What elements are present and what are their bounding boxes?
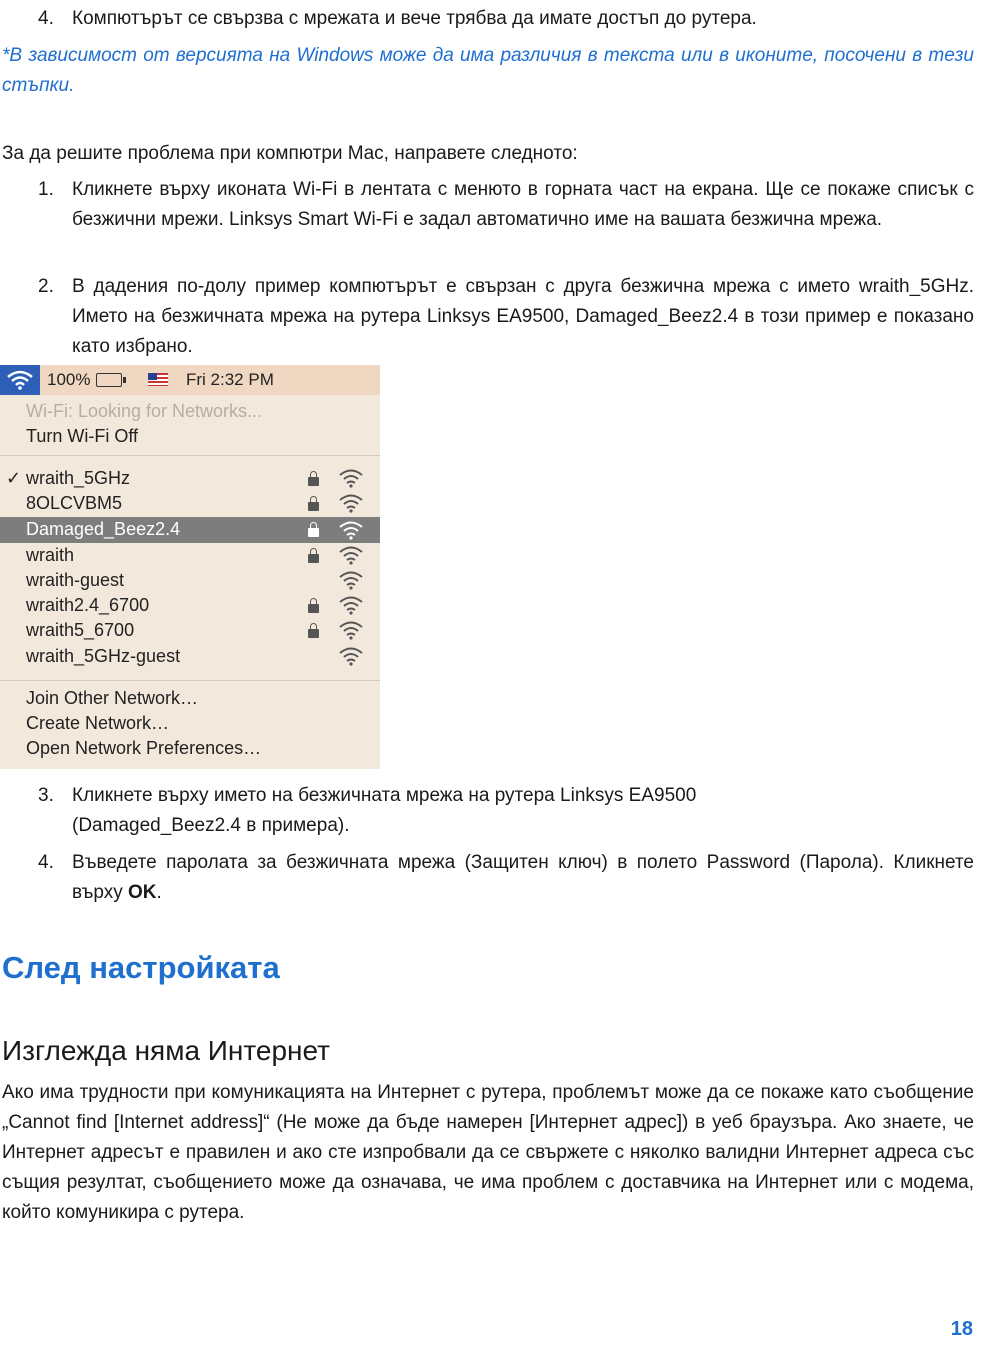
menu-bar <box>0 365 380 395</box>
menubar-clock[interactable]: Fri 2:32 PM <box>186 370 274 389</box>
page-number: 18 <box>950 1318 973 1340</box>
open-network-preferences-item[interactable]: Open Network Preferences… <box>26 738 262 758</box>
list-number: 1. <box>38 179 54 200</box>
join-other-network-item[interactable]: Join Other Network… <box>26 688 199 708</box>
wifi-signal-icon <box>338 620 364 640</box>
menu-separator <box>0 680 380 681</box>
create-network-item[interactable]: Create Network… <box>26 713 170 733</box>
menubar-wifi-button[interactable] <box>0 365 40 395</box>
lock-icon <box>308 528 319 537</box>
network-item[interactable]: wraith_5GHz-guest <box>26 646 181 666</box>
wifi-signal-icon <box>338 520 364 540</box>
list-item-text <box>72 848 974 908</box>
wifi-menu-screenshot <box>0 365 380 769</box>
wifi-status: Wi-Fi: Looking for Networks... <box>26 401 263 421</box>
lock-icon <box>308 477 319 486</box>
battery-icon[interactable] <box>96 373 122 387</box>
lock-icon <box>308 629 319 638</box>
windows-note: *В зависимост от версията на Windows може да има различия в текста или в иконите, посочени в тези стъпки. <box>2 45 974 96</box>
menu-separator <box>0 455 380 456</box>
list-item-text-part: . <box>156 882 162 903</box>
list-item-line: (Damaged_Beez2.4 в примера). <box>72 815 350 836</box>
list-number: 4. <box>38 8 54 29</box>
body-paragraph: Ако има трудности при комуникацията на Интернет с рутера, проблемът може да се покаже като съобщение „Cannot find [Internet address]“ (Не може да бъде намерен [Интернет адрес]) в уеб браузъра. Ако знаете, че Интернет адресът е правилен и ако сте изпробвали да се свържете с няколко валидни Интернет адреса със същия резултат, съобщението може да означава, че има проблем с доставчика на Интернет или с модема, който комуникира с рутера. <box>2 1082 974 1223</box>
network-item[interactable]: wraith-guest <box>26 570 125 590</box>
wifi-signal-icon <box>338 570 364 590</box>
list-number: 4. <box>38 852 54 873</box>
lock-icon <box>308 604 319 613</box>
network-item-label: Damaged_Beez2.4 <box>26 519 181 539</box>
network-item[interactable]: wraith2.4_6700 <box>26 595 150 615</box>
network-item[interactable]: wraith <box>26 545 75 565</box>
list-item-text <box>72 781 974 841</box>
wifi-signal-icon <box>338 646 364 666</box>
list-number: 3. <box>38 785 54 806</box>
wifi-signal-icon <box>338 468 364 488</box>
wifi-signal-icon <box>338 493 364 513</box>
turn-wifi-off-item[interactable]: Turn Wi-Fi Off <box>26 426 138 446</box>
list-item-text: Кликнете върху иконата Wi-Fi в лентата с менюто в горната част на екрана. Ще се покаже списък с безжични мрежи. Linksys Smart Wi-Fi е задал автоматично име на вашата безжична мрежа. <box>72 179 974 230</box>
battery-percent: 100% <box>47 370 91 389</box>
lock-icon <box>308 554 319 563</box>
wifi-signal-icon <box>338 545 364 565</box>
list-item-text-part: Въведете паролата за безжичната мрежа (Защитен ключ) в полето Password (Парола). Кликнете върху <box>72 852 974 903</box>
subsection-heading: Изглежда няма Интернет <box>2 1035 330 1066</box>
network-item-selected[interactable] <box>0 517 380 543</box>
ok-emphasis: OK <box>127 882 157 903</box>
wifi-icon <box>6 370 34 390</box>
network-item[interactable]: wraith_5GHz <box>26 468 131 488</box>
list-item-line: Кликнете върху името на безжичната мрежа на рутера Linksys EA9500 <box>72 785 697 806</box>
list-item-text: В дадения по-долу пример компютърът е свързан с друга безжична мрежа с името wraith_5GHz. Името на безжичната мрежа на рутера Linksys EA9500, Damaged_Beez2.4 в този пример е показано като избрано. <box>72 276 974 357</box>
checkmark-icon: ✓ <box>6 468 22 488</box>
lock-icon <box>308 502 319 511</box>
us-flag-icon[interactable] <box>148 373 168 386</box>
network-item[interactable]: wraith5_6700 <box>26 620 135 640</box>
section-heading: След настройката <box>2 950 280 985</box>
mac-intro: За да решите проблема при компютри Mac, направете следното: <box>2 143 578 164</box>
network-item[interactable]: 8OLCVBM5 <box>26 493 123 513</box>
wifi-signal-icon <box>338 595 364 615</box>
list-item-text: Компютърът се свързва с мрежата и вече трябва да имате достъп до рутера. <box>72 8 757 29</box>
list-number: 2. <box>38 276 54 297</box>
